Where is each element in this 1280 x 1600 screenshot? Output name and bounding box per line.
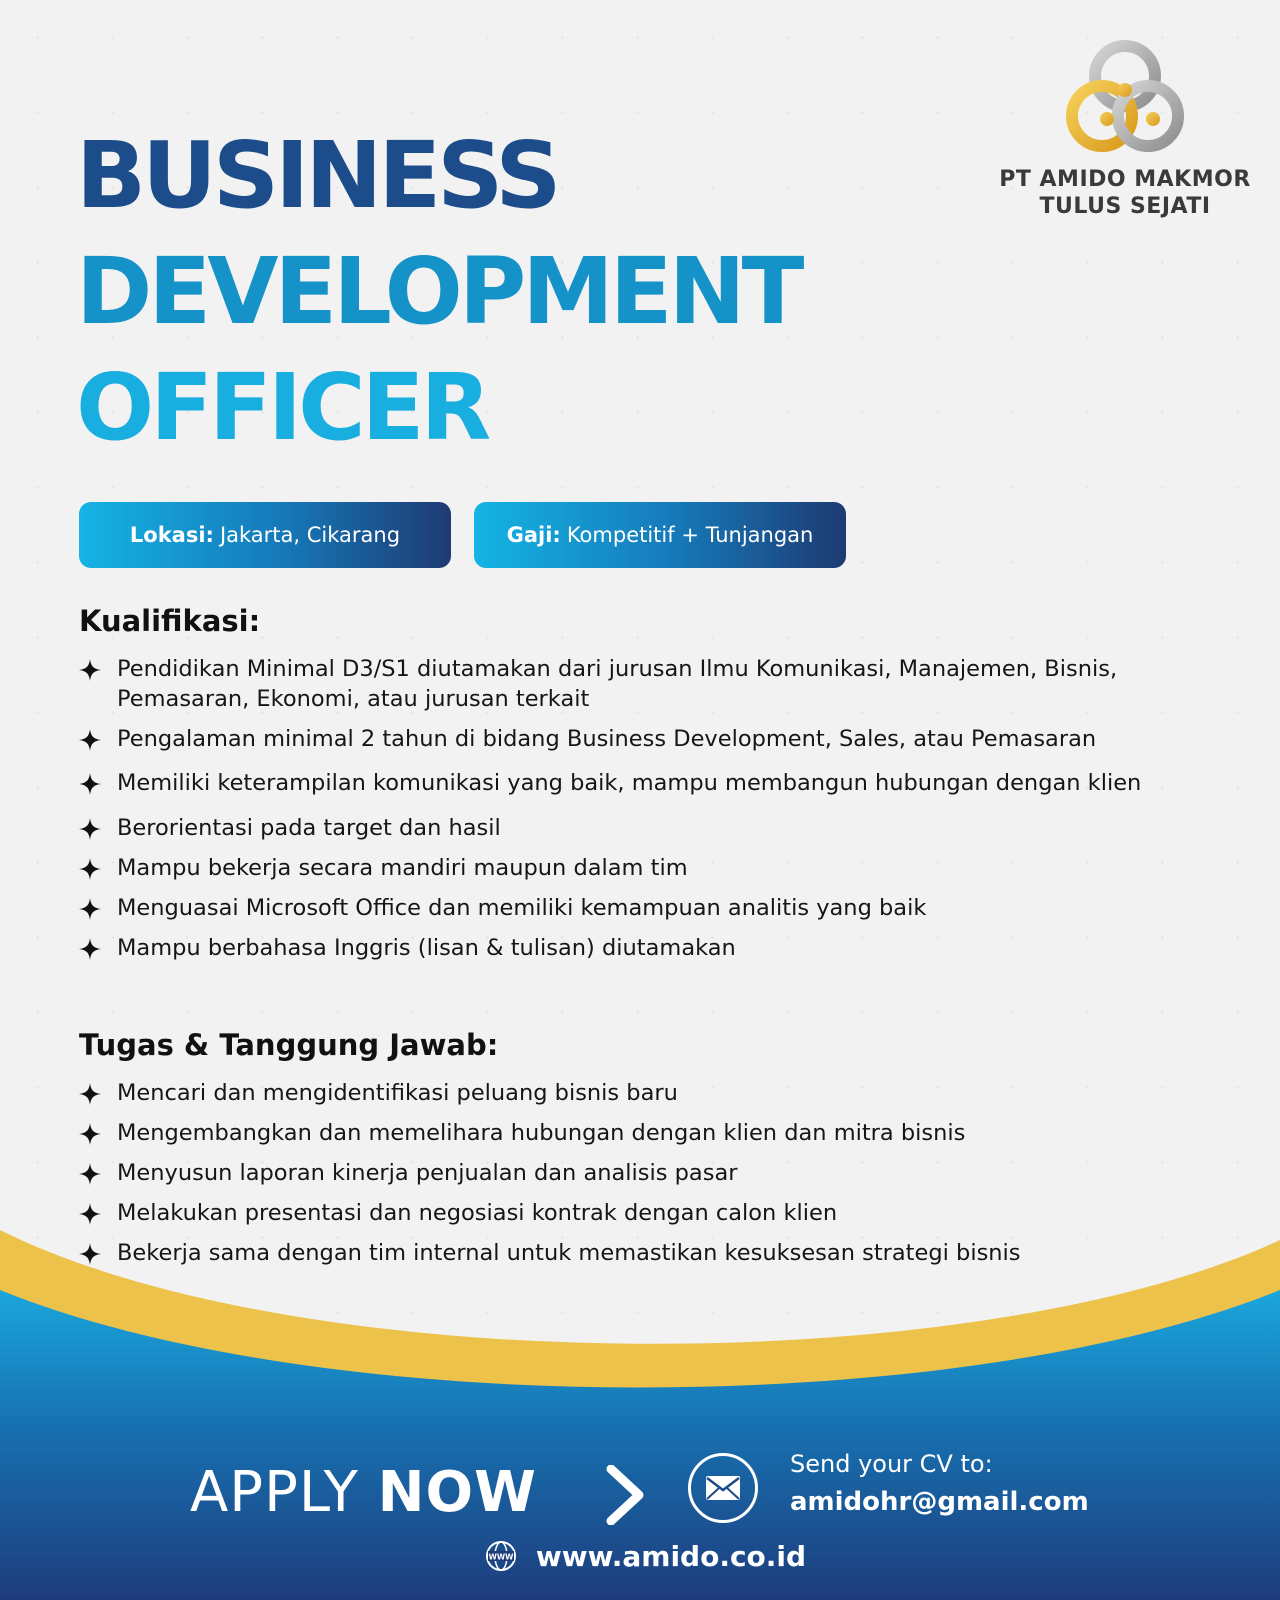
four-point-star-icon: [79, 1123, 101, 1145]
company-name: PT AMIDO MAKMOR TULUS SEJATI: [999, 167, 1251, 219]
list-item: Pendidikan Minimal D3/S1 diutamakan dari jurusan Ilmu Komunikasi, Manajemen, Bisnis, Pemasaran, Ekonomi, atau jurusan terkait: [79, 654, 1219, 714]
four-point-star-icon: [79, 1083, 101, 1105]
envelope-icon: [705, 1475, 741, 1501]
apply-now-text: APPLY NOW: [190, 1460, 537, 1525]
four-point-star-icon: [79, 1163, 101, 1185]
website-link[interactable]: www.amido.co.id: [535, 1539, 807, 1573]
email-link[interactable]: amidohr@gmail.com: [790, 1487, 1089, 1517]
location-label: Lokasi:: [129, 523, 214, 547]
list-item: Menguasai Microsoft Office dan memiliki kemampuan analitis yang baik: [79, 893, 1219, 923]
qualifications-list: [79, 654, 1219, 973]
duties-heading: Tugas & Tanggung Jawab:: [79, 1028, 499, 1062]
list-item: Bekerja sama dengan tim internal untuk memastikan kesuksesan strategi bisnis: [79, 1238, 1219, 1268]
job-title-line-3: OFFICER: [76, 354, 488, 461]
svg-text:WWW: WWW: [488, 1552, 514, 1562]
job-title-line-1: BUSINESS: [76, 122, 558, 229]
list-item: Mampu bekerja secara mandiri maupun dalam tim: [79, 853, 1219, 883]
four-point-star-icon: [79, 773, 101, 795]
job-title-line-2: DEVELOPMENT: [76, 238, 801, 345]
four-point-star-icon: [79, 898, 101, 920]
list-item: Melakukan presentasi dan negosiasi kontrak dengan calon klien: [79, 1198, 1219, 1228]
send-cv-label: Send your CV to:: [790, 1450, 993, 1478]
four-point-star-icon: [79, 729, 101, 751]
website-row: [0, 1539, 1280, 1573]
location-badge: [79, 502, 451, 568]
job-title: [76, 118, 800, 466]
globe-icon: [484, 1539, 518, 1573]
qualifications-heading: Kualifikasi:: [79, 604, 261, 638]
list-item: Memiliki keterampilan komunikasi yang baik, mampu membangun hubungan dengan klien: [79, 764, 1219, 803]
list-item: Mampu berbahasa Inggris (lisan & tulisan) diutamakan: [79, 933, 1219, 963]
salary-value: Kompetitif + Tunjangan: [566, 523, 814, 547]
list-item: Menyusun laporan kinerja penjualan dan analisis pasar: [79, 1158, 1219, 1188]
salary-label: Gaji:: [506, 523, 561, 547]
list-item: Berorientasi pada target dan hasil: [79, 813, 1219, 843]
location-value: Jakarta, Cikarang: [219, 523, 401, 547]
tri-circle-logo-icon: [1060, 36, 1190, 156]
four-point-star-icon: [79, 659, 101, 681]
four-point-star-icon: [79, 1203, 101, 1225]
salary-badge: [474, 502, 846, 568]
list-item: Pengalaman minimal 2 tahun di bidang Business Development, Sales, atau Pemasaran: [79, 724, 1219, 754]
four-point-star-icon: [79, 938, 101, 960]
list-item: Mengembangkan dan memelihara hubungan dengan klien dan mitra bisnis: [79, 1118, 1219, 1148]
company-logo: [990, 36, 1260, 220]
four-point-star-icon: [79, 818, 101, 840]
chevron-right-icon: [605, 1465, 647, 1525]
list-item: Mencari dan mengidentifikasi peluang bisnis baru: [79, 1078, 1219, 1108]
email-icon-circle: [688, 1453, 758, 1523]
four-point-star-icon: [79, 858, 101, 880]
